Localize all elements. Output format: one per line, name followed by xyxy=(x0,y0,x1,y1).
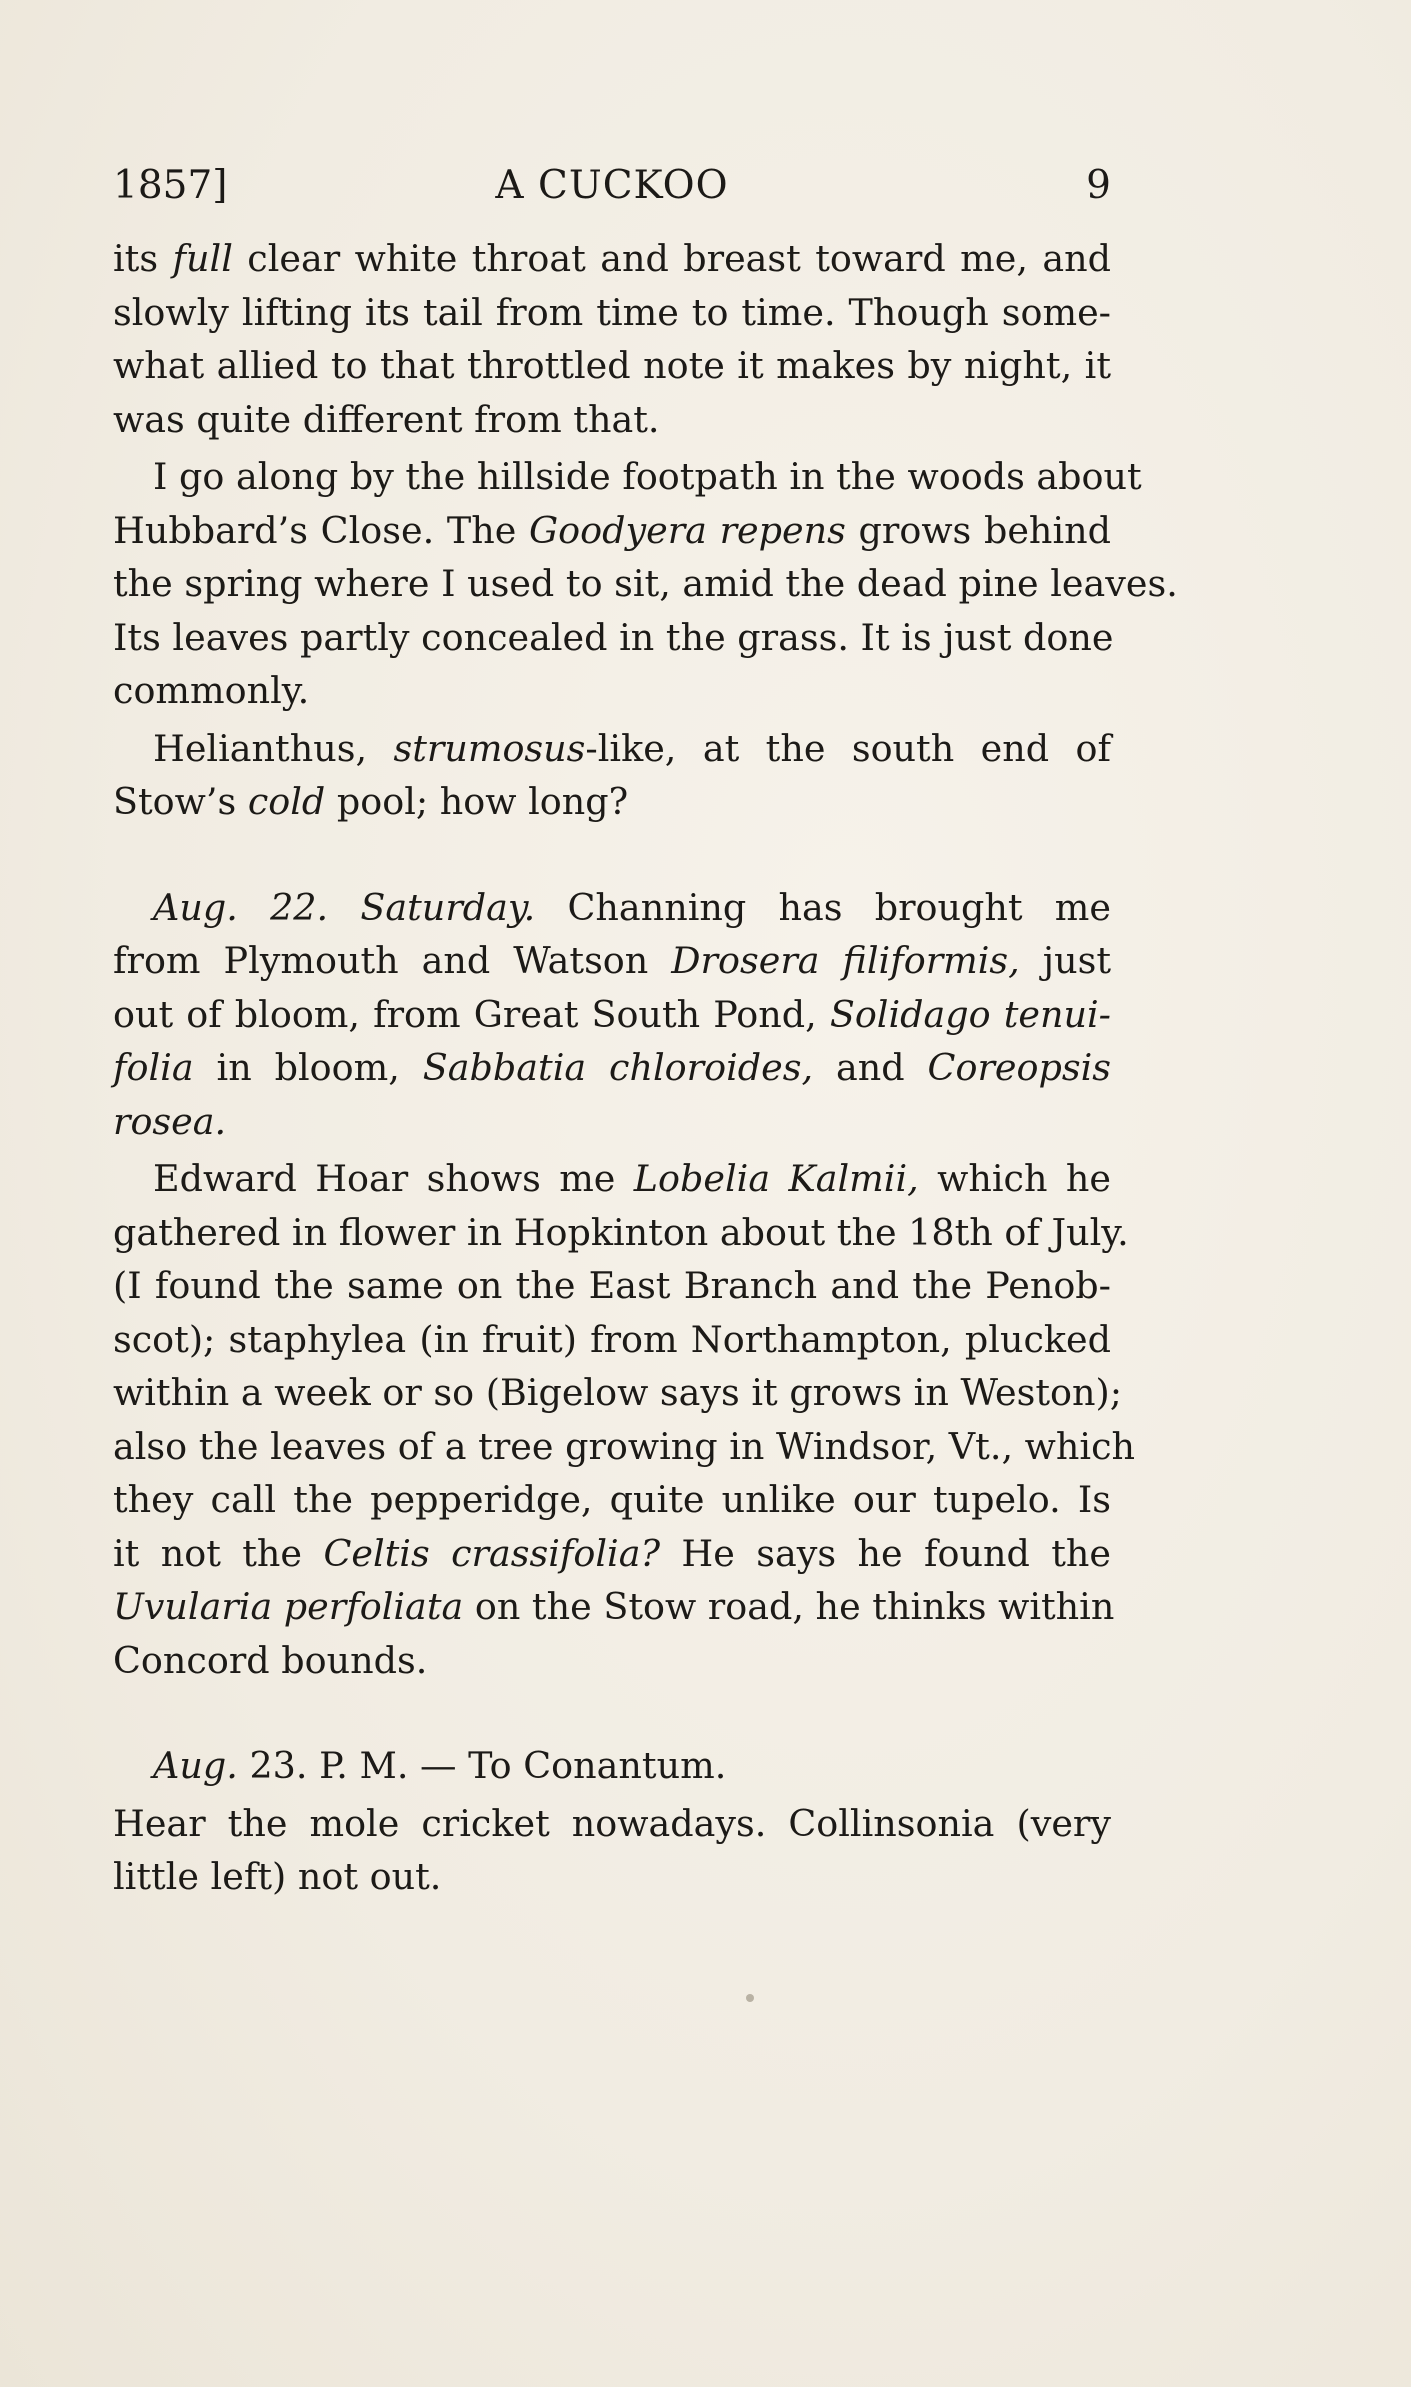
header-title: A CUCKOO xyxy=(495,163,729,208)
text-line: also the leaves of a tree growing in Windsor, Vt., which xyxy=(113,1424,1136,1468)
text-line: Aug. 22. Saturday. Channing has brought me xyxy=(153,885,1112,929)
italic-text: Uvularia perfoliata xyxy=(113,1585,464,1628)
text-line: it not the Celtis crassifolia? He says he found the xyxy=(113,1531,1111,1575)
italic-text: Sabbatia chloroides, xyxy=(422,1046,814,1089)
text-line: little left) not out. xyxy=(113,1855,442,1898)
text-line: the spring where I used to sit, amid the dead pine leaves. xyxy=(113,562,1178,605)
header-year: 1857] xyxy=(113,163,228,208)
text-line: what allied to that throttled note it makes by night, it xyxy=(113,344,1111,387)
text-line: gathered in flower in Hopkinton about the 18th of July. xyxy=(113,1210,1129,1254)
italic-text: Saturday. xyxy=(360,885,536,929)
italic-text: cold xyxy=(247,780,326,823)
paragraph-5 xyxy=(113,1152,1136,1687)
paragraph-4-entry-aug-22 xyxy=(113,881,1111,1149)
text-line: Its leaves partly concealed in the grass. It is just done xyxy=(113,615,1114,659)
text-line: within a week or so (Bigelow says it grows in Weston); xyxy=(113,1371,1123,1414)
paragraph-3 xyxy=(113,722,1111,829)
italic-text: Drosera filiformis, xyxy=(671,939,1020,982)
italic-text: Lobelia Kalmii, xyxy=(633,1157,919,1200)
text-line: Stow’s cold pool; how long? xyxy=(113,780,629,823)
text-line: I go along by the hillside footpath in the woods about xyxy=(153,455,1142,498)
italic-text: Goodyera repens xyxy=(529,508,846,552)
paragraph-6-entry-aug-23 xyxy=(113,1739,1111,1793)
text-line: from Plymouth and Watson Drosera filiformis, just xyxy=(113,939,1112,982)
italic-text: Coreopsis xyxy=(927,1046,1111,1089)
page-number: 9 xyxy=(1086,163,1111,208)
italic-text: Celtis crassifolia? xyxy=(323,1531,661,1575)
body-text xyxy=(113,232,1178,1904)
text-line: out of bloom, from Great South Pond, Solidago tenui- xyxy=(113,992,1111,1036)
text-line: Concord bounds. xyxy=(113,1638,428,1682)
text-line: Helianthus, strumosus-like, at the south end of xyxy=(153,726,1111,770)
text-line xyxy=(113,1095,1111,1149)
italic-text: strumosus xyxy=(393,726,586,770)
italic-text: folia xyxy=(113,1046,194,1089)
text-line: Edward Hoar shows me Lobelia Kalmii, which he xyxy=(153,1157,1112,1200)
paragraph-7 xyxy=(113,1797,1111,1904)
text-line: Uvularia perfoliata on the Stow road, he thinks within xyxy=(113,1585,1115,1628)
text-line: was quite different from that. xyxy=(113,397,660,441)
text-line: Hubbard’s Close. The Goodyera repens grows behind xyxy=(113,508,1111,552)
paragraph-1 xyxy=(113,232,1111,446)
paragraph-2 xyxy=(113,450,1178,718)
text-line: scot); staphylea (in fruit) from Northampton, plucked xyxy=(113,1317,1111,1361)
paper-speck xyxy=(746,1994,754,2002)
text-line: slowly lifting its tail from time to time. Though some- xyxy=(113,290,1111,334)
italic-text: Solidago tenui- xyxy=(829,992,1111,1036)
italic-text: rosea. xyxy=(113,1099,227,1143)
text-line: folia in bloom, Sabbatia chloroides, and Coreopsis xyxy=(113,1046,1111,1089)
text-line: they call the pepperidge, quite unlike our tupelo. Is xyxy=(113,1478,1111,1521)
text-line: (I found the same on the East Branch and the Penob- xyxy=(113,1264,1111,1307)
italic-text: full xyxy=(172,237,233,280)
text-line: Aug. 23. P. M. — To Conantum. xyxy=(153,1744,727,1787)
text-line: commonly. xyxy=(113,669,310,712)
running-head xyxy=(113,158,1111,214)
italic-text: Aug. xyxy=(153,1744,238,1787)
text-line: its full clear white throat and breast toward me, and xyxy=(113,237,1111,280)
italic-text: Aug. 22. xyxy=(153,885,329,929)
text-line: Hear the mole cricket nowadays. Collinsonia (very xyxy=(113,1801,1111,1845)
